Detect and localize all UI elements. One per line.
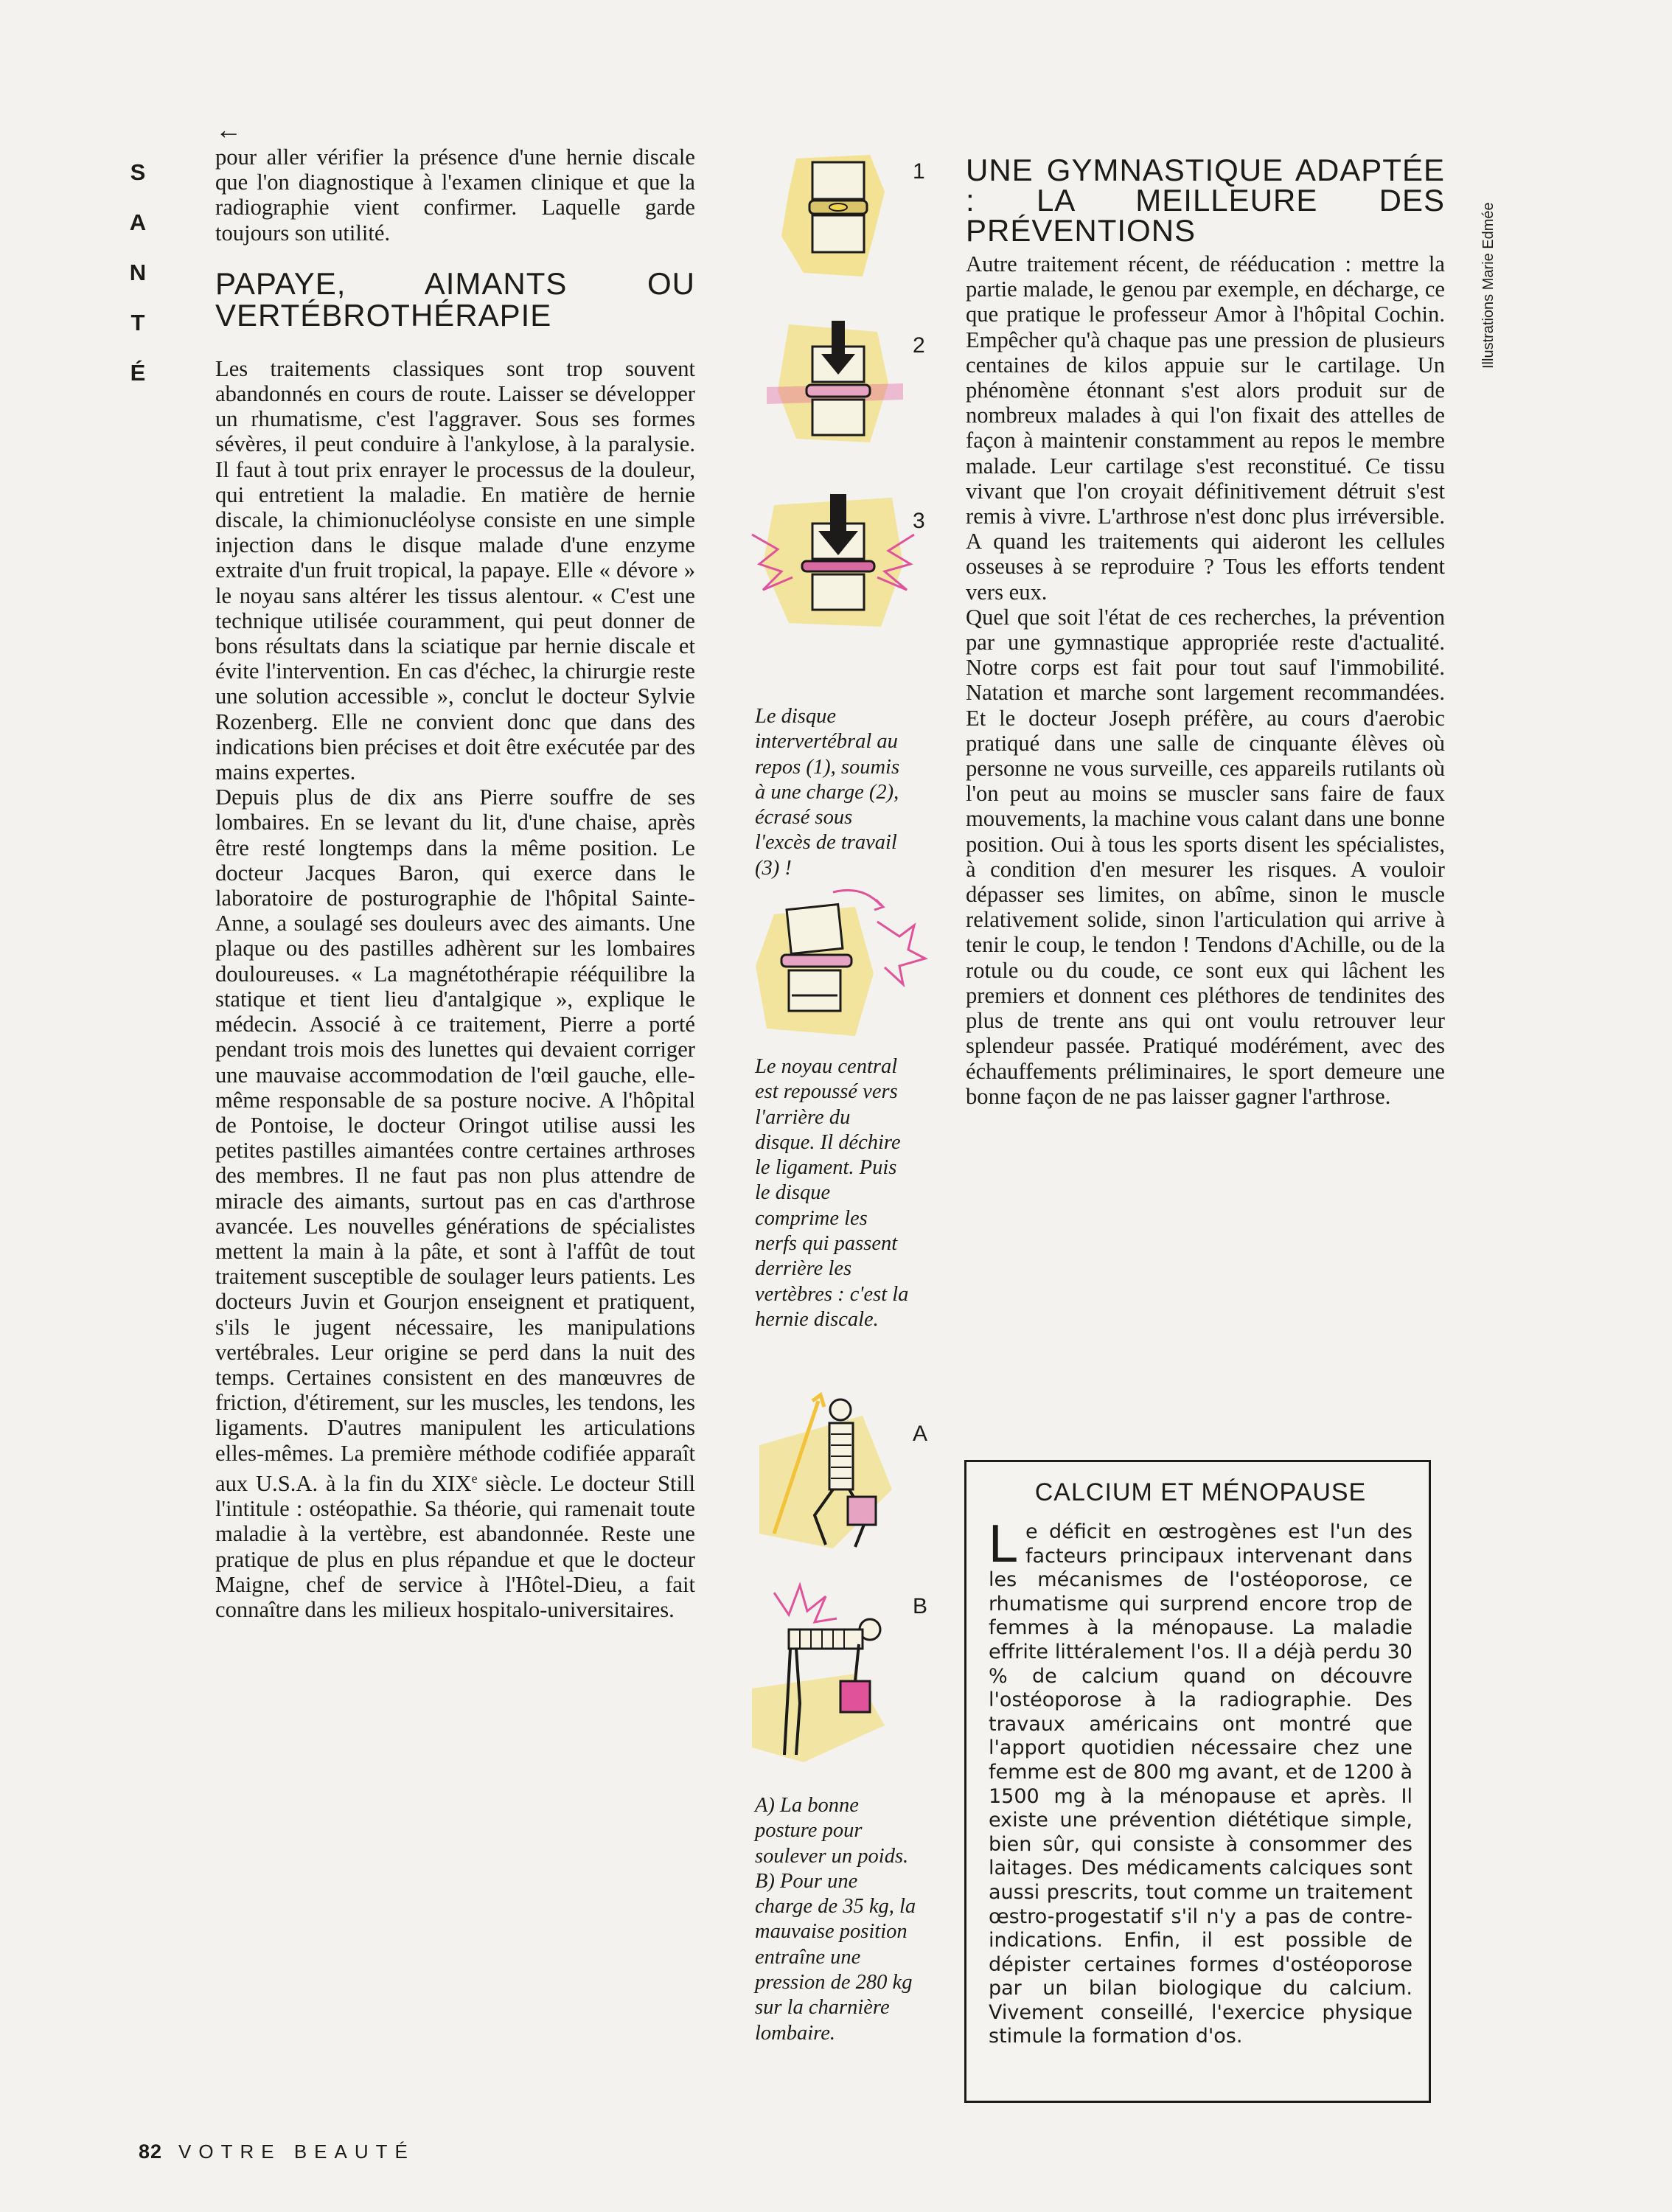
figure-label: 1 <box>913 159 925 184</box>
page-footer <box>139 2140 415 2163</box>
right-column <box>966 155 1445 1109</box>
sidebar-text <box>989 1514 1413 2049</box>
disc-under-load-illustration <box>745 317 922 450</box>
body-paragraph: Quel que soit l'état de ces recherches, la prévention par une gymnastique appropriée reste d'actualité. Notre corps est fait pour tout sauf l'immobilité. Natation et marche sont largement recommandées. Et le docteur Joseph préfère, au cours d'aerobic pratiqué dans une salle de cinquante élèves où personne ne vous surveille, ces appareils rutilants où l'on peut au moins se muscler sans faire de faux mouvements, la machine vous calant dans une bonne position. Oui à tous les sports disent les spécialistes, à condition d'en mesurer les risques. A vouloir dépasser ses limites, on abîme, sinon le muscle relativement solide, sinon l'articulation qui arrive à tenir le coup, le tendon ! Tendons d'Achille, ou de la rotule ou du coude, ce sont eux qui lâchent les premiers et donnent ces pléthores de tendinites des plus de trente ans qui ont voulu retrouver leur splendeur passée. Pratiqué modérément, avec des échauffements préliminaires, le sport demeure une bonne façon de ne pas laisser gagner l'arthrose. <box>966 604 1445 1109</box>
bad-posture-illustration <box>745 1578 929 1770</box>
body-paragraph: Les traitements classiques sont trop souvent abandonnés en cours de route. Laisser se développer un rhumatisme, c'est l'aggraver. Sous ses formes sévères, il peut conduire à l'ankylose, à la paralysie. Il faut à tout prix enrayer le processus de la douleur, qui entretient la maladie. En matière de hernie discale, la chimionucléolyse consiste en une simple injection dans le disque malade d'une enzyme extraite d'un fruit tropical, la papaye. Elle « dévore » le noyau sans altérer les tissus alentour. « C'est une technique utilisée couramment, qui peut donner de bons résultats dans la sciatique par hernie discale et évite l'intervention. En cas d'échec, la chirurgie reste une solution accessible », conclut le docteur Sylvie Rozenberg. Elle ne convient donc que dans des indications bien précises et doit être exécutée par des mains expertes. <box>215 355 695 785</box>
magazine-name: VOTRE BEAUTÉ <box>178 2140 415 2163</box>
left-column <box>215 145 695 1622</box>
credit-text: Illustrations Marie Edmée <box>1480 202 1497 369</box>
caption-disc-load: Le disque intervertébral au repos (1), soumis à une charge (2), écrasé sous l'excès de travail (3) ! <box>755 705 900 880</box>
body-text: Depuis plus de dix ans Pierre souffre de ses lombaires. En se levant du lit, d'une chaise, après être resté longtemps dans la même position. Le docteur Jacques Baron, qui exerce dans le laboratoire de posturographie de l'hôpital Sainte-Anne, a soulagé ses douleurs avec des aimants. Une plaque ou des pastilles adhèrent sur les lombaires douloureuses. « La magnétothérapie rééquilibre la statique et tient lieu d'antalgique », explique le médecin. Associé à ce traitement, Pierre a porté pendant trois mois des lunettes qui devaient corriger une mauvaise accommodation de l'œil gauche, elle-même responsable de sa posture nocive. A l'hôpital de Pontoise, le docteur Oringot utilise aussi les petites pastilles aimantées contre certaines arthroses des membres. Il ne faut pas non plus attendre de miracle des aimants, surtout pas en cas d'arthrose avancée. Les nouvelles générations de spécialistes mettent la main à la pâte, et sont à l'affût de tout traitement susceptible de soulager leurs patients. Les docteurs Juvin et Gourjon enseignent et pratiquent, s'ils le jugent nécessaire, les manipulations vertébrales. Leur origine se perd dans la nuit des temps. Certaines consistent en des manœuvres de friction, d'étirement, sur les muscles, les tendons, les ligaments. D'autres manipulent les articulations elles-mêmes. La première méthode codifiée apparaît aux U.S.A. à la fin du XIX <box>215 785 695 1496</box>
section-heading-gymnastique: UNE GYMNASTIQUE ADAPTÉE : LA MEILLEURE DES PRÉVENTIONS <box>966 153 1445 248</box>
good-posture-illustration <box>745 1386 929 1563</box>
sidebar-body: e déficit en œstrogènes est l'un des facteurs principaux intervenant dans les mécanismes de l'ostéoporose, ce rhumatisme qui surprend encore trop de femmes à la ménopause. La maladie effrite littéralement l'os. Il a déjà perdu 30 % de calcium quand on découvre l'ostéoporose à la radiographie. Des travaux américains ont montré que l'apport quotidien nécessaire chez une femme est de 800 mg avant, et de 1200 à 1500 mg à la ménopause et après. Il existe une prévention diététique simple, bien sûr, qui consiste à consommer des laitages. Des médicaments calciques sont aussi prescrits, tout comme un traitement œstro-progestatif s'il n'y a pas de contre-indications. Enfin, il est possible de dépister certaines formes d'ostéoporose par un bilan biologique du calcium. Vivement conseillé, l'exercice physique stimule la formation d'os. <box>989 1520 1413 2048</box>
section-heading-papaye: PAPAYE, AIMANTS OU VERTÉBROTHÉRAPIE <box>215 265 695 333</box>
superscript: e <box>471 1470 478 1486</box>
page-number: 82 <box>139 2140 163 2163</box>
herniated-disc-illustration <box>745 885 929 1040</box>
section-letter: A <box>129 209 147 235</box>
illustration-credit <box>1473 147 1502 369</box>
drop-cap: L <box>989 1514 1019 1573</box>
figure-label: 3 <box>913 509 925 533</box>
section-label-sante <box>127 147 149 398</box>
body-text: siècle. Le docteur Still l'intitule : ostéopathie. Sa théorie, qui ramenait toute maladie à la vertèbre, est abandonnée. Reste une pratique de plus en plus répandue et que le docteur Maigne, chef de service à l'Hôtel-Dieu, a fait connaître dans les milieux hospitalo-universitaires. <box>215 1470 696 1622</box>
disc-crushed-illustration <box>745 490 922 630</box>
figure-label: 2 <box>913 333 925 358</box>
section-letter: S <box>130 159 146 185</box>
disc-at-rest-illustration <box>745 147 922 280</box>
body-paragraph: Autre traitement récent, de rééducation : mettre la partie malade, le genou par exemple, en décharge, ce que pratique le professeur Amor à l'hôpital Cochin. Empêcher qu'à chaque pas une pression de plusieurs centaines de kilos appuie sur le cartilage. Un phénomène étonnant s'est alors produit sur de nombreux malades à qui l'on fixait des attelles de façon à maintenir constamment au repos le membre malade. Leur cartilage s'est reconstitué. Ce tissu vivant que l'on croyait définitivement détruit s'est remis à vivre. L'arthrose n'est donc plus irréversible. A quand les traitements qui aideront les cellules osseuses à se reproduire ? Tous les efforts tendent vers eux. <box>966 251 1445 605</box>
body-paragraph <box>215 785 695 1622</box>
section-letter: T <box>130 310 145 335</box>
figure-label: A <box>913 1422 928 1446</box>
continued-arrow-icon: ← <box>215 115 242 145</box>
sidebar-title: CALCIUM ET MÉNOPAUSE <box>1034 1478 1367 1506</box>
caption-posture: A) La bonne posture pour soulever un poids. B) Pour une charge de 35 kg, la mauvaise position entraîne une pression de 280 kg sur la charnière lombaire. <box>755 1794 916 2045</box>
caption-herniated-disc: Le noyau central est repoussé vers l'arrière du disque. Il déchire le ligament. Puis le disque comprime les nerfs qui passent derrière les vertèbres : c'est la hernie discale. <box>755 1055 909 1331</box>
figure-label: B <box>913 1594 928 1618</box>
intro-paragraph: pour aller vérifier la présence d'une hernie discale que l'on diagnostique à l'examen clinique et que la radiographie vient confirmer. Laquelle garde toujours son utilité. <box>215 145 695 246</box>
section-letter: É <box>130 360 146 386</box>
sidebar-box-calcium <box>964 1460 1431 2103</box>
section-letter: N <box>129 260 147 285</box>
